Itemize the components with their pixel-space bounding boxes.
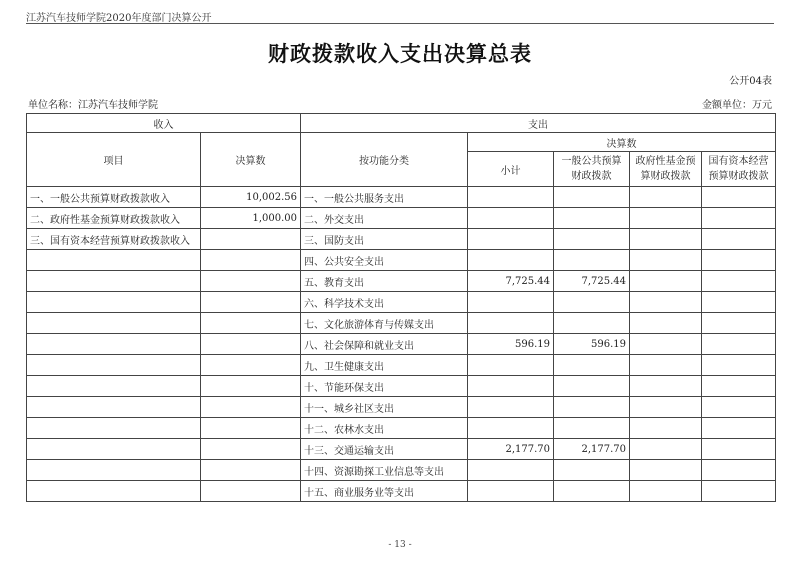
- income-item-cell: [27, 460, 201, 481]
- table-row: [27, 208, 776, 229]
- subtotal-cell: [468, 313, 554, 334]
- subtotal-cell: [468, 229, 554, 250]
- income-item-cell: [27, 313, 201, 334]
- table-row: [27, 418, 776, 439]
- income-item-cell: [27, 439, 201, 460]
- general-budget-column-header: 一般公共预算财政拨款: [554, 152, 630, 187]
- general-budget-cell: [554, 460, 630, 481]
- expense-item-cell: 九、卫生健康支出: [301, 355, 468, 376]
- soe-budget-cell: [702, 355, 776, 376]
- general-budget-cell: 7,725.44: [554, 271, 630, 292]
- subtotal-cell: [468, 292, 554, 313]
- function-column-header: 按功能分类: [301, 133, 468, 187]
- general-budget-cell: [554, 397, 630, 418]
- expense-item-cell: 十四、资源勘探工业信息等支出: [301, 460, 468, 481]
- subtotal-cell: [468, 355, 554, 376]
- expense-item-cell: 一、一般公共服务支出: [301, 187, 468, 208]
- subtotal-column-header: 小计: [468, 152, 554, 187]
- item-column-header: 项目: [27, 133, 201, 187]
- income-item-cell: [27, 397, 201, 418]
- table-row: [27, 187, 776, 208]
- fund-budget-cell: [630, 208, 702, 229]
- income-item-cell: [27, 418, 201, 439]
- final-column-header: 决算数: [201, 133, 301, 187]
- general-budget-cell: [554, 229, 630, 250]
- subtotal-cell: [468, 418, 554, 439]
- table-row: [27, 460, 776, 481]
- income-item-cell: [27, 334, 201, 355]
- income-item-cell: 二、政府性基金预算财政拨款收入: [27, 208, 201, 229]
- income-value-cell: [201, 481, 301, 502]
- subtotal-cell: [468, 376, 554, 397]
- general-budget-cell: [554, 481, 630, 502]
- table-row: [27, 355, 776, 376]
- form-number: 公开04表: [729, 76, 772, 87]
- table-row: [27, 313, 776, 334]
- fund-budget-cell: [630, 481, 702, 502]
- soe-budget-cell: [702, 187, 776, 208]
- table-row: [27, 229, 776, 250]
- soe-budget-cell: [702, 460, 776, 481]
- expense-item-cell: 十一、城乡社区支出: [301, 397, 468, 418]
- income-item-cell: [27, 271, 201, 292]
- subtotal-cell: 596.19: [468, 334, 554, 355]
- income-item-cell: [27, 376, 201, 397]
- expense-item-cell: 十二、农林水支出: [301, 418, 468, 439]
- fund-budget-cell: [630, 271, 702, 292]
- income-value-cell: [201, 313, 301, 334]
- fund-budget-cell: [630, 250, 702, 271]
- expense-item-cell: 十三、交通运输支出: [301, 439, 468, 460]
- expense-group-header: 支出: [301, 114, 776, 133]
- income-value-cell: [201, 397, 301, 418]
- subtotal-cell: 7,725.44: [468, 271, 554, 292]
- header-divider: [26, 23, 774, 24]
- fund-budget-cell: [630, 460, 702, 481]
- income-value-cell: [201, 292, 301, 313]
- fund-budget-cell: [630, 334, 702, 355]
- income-value-cell: [201, 355, 301, 376]
- income-item-cell: [27, 250, 201, 271]
- income-value-cell: [201, 334, 301, 355]
- table-row: [27, 292, 776, 313]
- general-budget-cell: [554, 376, 630, 397]
- soe-budget-cell: [702, 376, 776, 397]
- soe-budget-cell: [702, 439, 776, 460]
- income-value-cell: 10,002.56: [201, 187, 301, 208]
- general-budget-cell: [554, 313, 630, 334]
- income-value-cell: [201, 229, 301, 250]
- income-item-cell: [27, 481, 201, 502]
- income-value-cell: [201, 418, 301, 439]
- fund-budget-cell: [630, 439, 702, 460]
- expense-item-cell: 八、社会保障和就业支出: [301, 334, 468, 355]
- expense-item-cell: 三、国防支出: [301, 229, 468, 250]
- page-title: 财政拨款收入支出决算总表: [268, 41, 532, 66]
- soe-budget-cell: [702, 397, 776, 418]
- fund-budget-column-header: 政府性基金预算财政拨款: [630, 152, 702, 187]
- expense-item-cell: 二、外交支出: [301, 208, 468, 229]
- table-row: [27, 397, 776, 418]
- soe-budget-cell: [702, 208, 776, 229]
- table-row: [27, 481, 776, 502]
- expense-item-cell: 五、教育支出: [301, 271, 468, 292]
- subtotal-cell: [468, 460, 554, 481]
- general-budget-cell: 596.19: [554, 334, 630, 355]
- general-budget-cell: [554, 355, 630, 376]
- fund-budget-cell: [630, 397, 702, 418]
- soe-budget-cell: [702, 313, 776, 334]
- soe-budget-cell: [702, 481, 776, 502]
- income-group-header: 收入: [27, 114, 301, 133]
- soe-budget-cell: [702, 271, 776, 292]
- fund-budget-cell: [630, 187, 702, 208]
- soe-budget-cell: [702, 334, 776, 355]
- income-item-cell: 一、一般公共预算财政拨款收入: [27, 187, 201, 208]
- final-group-header: 决算数: [468, 133, 776, 152]
- expense-item-cell: 七、文化旅游体育与传媒支出: [301, 313, 468, 334]
- amount-unit: 金额单位：万元: [702, 100, 772, 111]
- table-row: [27, 439, 776, 460]
- page-number: - 13 -: [388, 540, 412, 550]
- expense-item-cell: 四、公共安全支出: [301, 250, 468, 271]
- general-budget-cell: [554, 292, 630, 313]
- income-item-cell: [27, 292, 201, 313]
- fund-budget-cell: [630, 418, 702, 439]
- general-budget-cell: [554, 208, 630, 229]
- table-row: [27, 376, 776, 397]
- table-row: [27, 271, 776, 292]
- table-row: [27, 334, 776, 355]
- soe-budget-column-header: 国有资本经营预算财政拨款: [702, 152, 776, 187]
- income-value-cell: [201, 439, 301, 460]
- subtotal-cell: [468, 481, 554, 502]
- soe-budget-cell: [702, 250, 776, 271]
- fund-budget-cell: [630, 229, 702, 250]
- soe-budget-cell: [702, 292, 776, 313]
- subtotal-cell: [468, 208, 554, 229]
- income-value-cell: [201, 250, 301, 271]
- soe-budget-cell: [702, 229, 776, 250]
- soe-budget-cell: [702, 418, 776, 439]
- fund-budget-cell: [630, 292, 702, 313]
- subtotal-cell: [468, 187, 554, 208]
- budget-table: [26, 113, 776, 502]
- income-value-cell: [201, 271, 301, 292]
- income-item-cell: 三、国有资本经营预算财政拨款收入: [27, 229, 201, 250]
- fund-budget-cell: [630, 376, 702, 397]
- income-value-cell: 1,000.00: [201, 208, 301, 229]
- table-row: [27, 250, 776, 271]
- general-budget-cell: [554, 250, 630, 271]
- general-budget-cell: [554, 187, 630, 208]
- income-value-cell: [201, 376, 301, 397]
- subtotal-cell: 2,177.70: [468, 439, 554, 460]
- fund-budget-cell: [630, 355, 702, 376]
- general-budget-cell: [554, 418, 630, 439]
- fund-budget-cell: [630, 313, 702, 334]
- expense-item-cell: 十、节能环保支出: [301, 376, 468, 397]
- unit-name: 单位名称：江苏汽车技师学院: [28, 100, 158, 111]
- income-item-cell: [27, 355, 201, 376]
- expense-item-cell: 十五、商业服务业等支出: [301, 481, 468, 502]
- general-budget-cell: 2,177.70: [554, 439, 630, 460]
- document-header: 江苏汽车技师学院2020年度部门决算公开: [26, 13, 212, 24]
- expense-item-cell: 六、科学技术支出: [301, 292, 468, 313]
- subtotal-cell: [468, 250, 554, 271]
- subtotal-cell: [468, 397, 554, 418]
- income-value-cell: [201, 460, 301, 481]
